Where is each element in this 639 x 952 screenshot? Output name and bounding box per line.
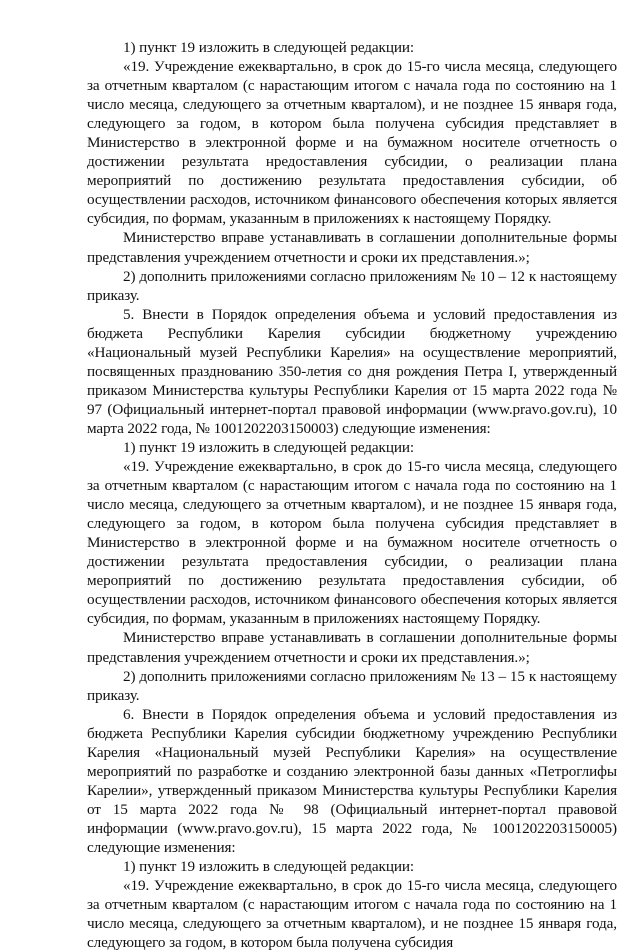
paragraph-section5-item1: 1) пункт 19 изложить в следующей редакции: (123, 438, 415, 456)
paragraph-item1-heading: 1) пункт 19 изложить в следующей редакции: (123, 39, 415, 56)
paragraph-ministry-rights-first: Министерство вправе устанавливать в соглашении дополнительные формы представления учреждением отчетности и сроки их представления.»; (87, 229, 617, 266)
paragraph-clause19-second: «19. Учреждение ежеквартально, в срок до 15-го числа месяца, следующего за отчетным кварталом (с нарастающим итогом с начала года по состоянию на 1 число месяца, следующего за отчетным кварталом), и не позднее 15 января года, следующего за годом, в котором была получена субсидия представляет в Министерство в электронной форме и на бумажном носителе отчетность о достижении результата предоставления субсидии, о реализации плана мероприятий по достижению результата предоставления субсидии, об осуществлении расходов, источником финансового обеспечения которых является субсидия, по формам, указанным в приложениях настоящему Порядку. (87, 458, 617, 628)
paragraph-item2-appendices-first: 2) дополнить приложениями согласно приложениям № 10 – 12 к настоящему приказу. (87, 267, 617, 304)
paragraph-section6-item1: 1) пункт 19 изложить в следующей редакции: (123, 858, 415, 876)
paragraph-ministry-rights-second: Министерство вправе устанавливать в соглашении дополнительные формы представления учреждением отчетности и сроки их представления.»; (87, 629, 617, 666)
paragraph-clause19-third: «19. Учреждение ежеквартально, в срок до 15-го числа месяца, следующего за отчетным кварталом (с нарастающим итогом с начала года по состоянию на 1 число месяца, следующего за отчетным кварталом), и не позднее 15 января года, следующего за годом, в котором была получена субсидия (87, 877, 617, 952)
paragraph-clause19-first: «19. Учреждение ежеквартально, в срок до 15-го числа месяца, следующего за отчетным кварталом (с нарастающим итогом с начала года по состоянию на 1 число месяца, следующего за отчетным кварталом), и не позднее 15 января года, следующего за годом, в котором была получена субсидия представляет в Министерство в электронной форме и на бумажном носителе отчетность о достижении результата нредоставления субсидии, о реализации плана мероприятий по достижению результата предоставления субсидии, об осуществлении расходов, источником финансового обеспечения которых является субсидия, по формам, указанным в приложениях к настоящему Порядку. (87, 58, 617, 228)
paragraph-section5-item2: 2) дополнить приложениями согласно приложениям № 13 – 15 к настоящему приказу. (87, 667, 617, 704)
paragraph-section5: 5. Внести в Порядок определения объема и условий предоставления из бюджета Республики Карелия субсидии бюджетному учреждению «Национальный музей Республики Карелия» на осуществление мероприятий, посвященных празднованию 350-летия со дня рождения Петра I, утвержденный приказом Министерства культуры Республики Карелия от 15 марта 2022 года № 97 (Официальный интернет-портал правовой информации (www.pravo.gov.ru), 10 марта 2022 года, № 1001202203150003) следующие изменения: (87, 305, 617, 437)
paragraph-section6: 6. Внести в Порядок определения объема и условий предоставления из бюджета Республики Карелия субсидии бюджетному учреждению Республики Карелия «Национальный музей Республики Карелия» на осуществление мероприятий по разработке и созданию электронной базы данных «Петроглифы Карелии», утвержденный приказом Министерства культуры Республики Карелия от 15 марта 2022 года № 98 (Официальный интернет-портал правовой информации (www.pravo.gov.ru), 15 марта 2022 года, № 1001202203150005) следующие изменения: (87, 705, 617, 856)
